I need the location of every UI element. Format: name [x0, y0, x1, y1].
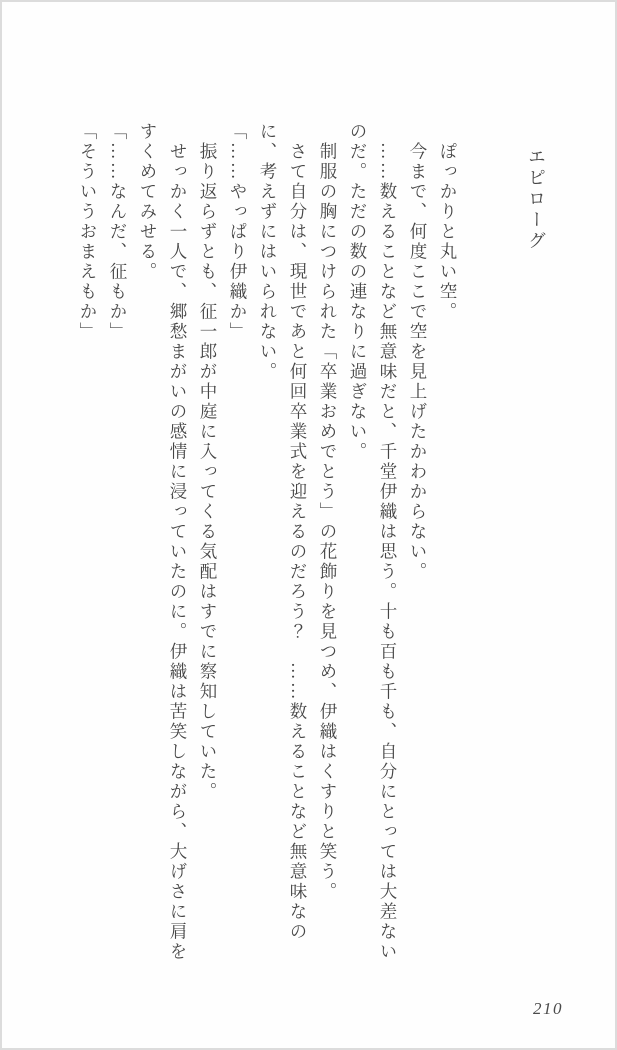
paragraph: 今まで、何度ここで空を見上げたかわからない。: [408, 142, 428, 583]
paragraph: せっかく一人で、郷愁まがいの感情に浸っていたのに。伊織は苦笑しながら、大げさに肩をすくめてみせる。: [138, 122, 188, 963]
page-number: 210: [533, 999, 563, 1018]
dialogue-line: 「……なんだ、征もか」: [108, 122, 128, 342]
paragraph: さて自分は、現世であと何回卒業式を迎えるのだろう？ ……数えることなど無意味なのに、考えずにはいられない。: [258, 122, 308, 943]
dialogue-line: 「……やっぱり伊織か」: [228, 122, 248, 342]
paragraph: 制服の胸につけられた「卒業おめでとう」の花飾りを見つめ、伊織はくすりと笑う。: [318, 142, 338, 903]
paragraph: 振り返らずとも、征一郎が中庭に入ってくる気配はすでに察知していた。: [198, 142, 218, 803]
chapter-heading: エピローグ: [526, 147, 546, 253]
paragraph: ぽっかりと丸い空。: [438, 142, 458, 323]
dialogue-line: 「そういうおまえもか」: [78, 122, 98, 342]
page-text: [73, 122, 551, 967]
paragraph: ……数えることなど無意味だと、千堂伊織は思う。十も百も千も、自分にとっては大差ないのだ。ただの数の連なりに過ぎない。: [348, 122, 398, 963]
